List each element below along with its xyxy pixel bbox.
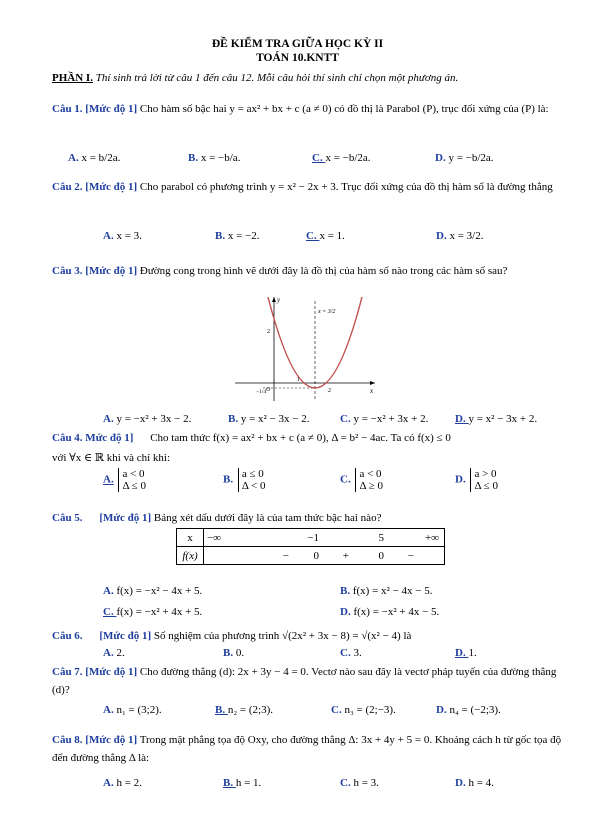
q1-option-c[interactable] [312,152,371,164]
tick-y-2: 2 [267,329,270,335]
q6-text: Số nghiệm của phương trình √(2x² + 3x − 8) = √(x² − 4) là [153,630,412,642]
option-letter: D. [436,230,450,242]
q1-option-a[interactable] [68,152,120,164]
q4-option-b-system [238,468,266,492]
q4-option-c-line2: Δ ≥ 0 [359,480,383,492]
q8-option-b[interactable] [223,777,261,789]
y-axis-arrow [272,297,276,302]
sign-table [176,528,445,565]
option-letter: C. [312,152,326,164]
q7-option-a[interactable] [103,704,162,716]
q5-option-b[interactable] [340,585,433,597]
x-axis-arrow [370,381,375,385]
exam-title: ĐỀ KIỂM TRA GIỮA HỌC KỲ II [211,38,384,50]
option-letter: A. [103,647,117,659]
q4-option-a-system [118,468,146,492]
option-letter: B. [223,647,236,659]
q7-option-c[interactable] [331,704,396,716]
q5-option-c[interactable] [103,606,202,618]
q2-option-a[interactable] [103,230,142,242]
q3-option-a[interactable] [103,413,191,425]
sign-table-row-x [177,529,445,547]
q3-option-b[interactable] [228,413,310,425]
q1-option-d[interactable] [435,152,494,164]
option-text: 2. [116,647,125,659]
question-8 [52,731,562,767]
y-axis-label: y [277,296,281,304]
option-text: y = −b/2a. [448,152,494,164]
sign-value: 0 [313,549,319,562]
q4-option-d-line2: Δ ≤ 0 [474,480,498,492]
option-text: x = 1. [319,230,345,242]
sign-cell [204,529,445,547]
option-letter: D. [455,413,469,425]
option-letter: D. [436,704,450,716]
q5-label: Câu 5. [52,512,83,524]
sign-value: 5 [378,531,384,544]
sign-table-row-fx [177,547,445,565]
option-text: 0. [235,647,245,659]
option-text: x = 3/2. [449,230,484,242]
option-text: y = x² − 3x + 2. [468,413,538,425]
q4-option-a-line1: a < 0 [122,468,145,480]
q4-option-b-letter: B. [223,473,234,486]
sign-cell: x [177,529,204,547]
option-letter: C. [340,777,354,789]
q8-option-c[interactable] [340,777,379,789]
option-letter: A. [103,413,117,425]
x-axis-label: x [370,387,374,395]
option-text: x = b/2a. [81,152,121,164]
option-letter: C. [306,230,320,242]
tick-x-1: 1 [297,377,300,383]
option-text: f(x) = x² − 4x − 5. [352,585,433,597]
section-label: PHẦN I. [52,72,93,84]
q4-option-d-system [470,468,498,492]
option-text: n₁ = (3;2). [116,704,162,716]
q4-option-d-line1: a > 0 [474,468,497,480]
q4-text-2: với ∀x ∈ ℝ khi và chỉ khi: [52,452,171,464]
sign-value: 0 [378,549,384,562]
q3-label: Câu 3. [Mức độ 1] [52,265,138,277]
q4-option-a-letter: A. [103,473,114,486]
q2-text: Cho parabol có phương trình y = x² − 2x + 3. Trục đối xứng của đồ thị hàm số là đường thẳng [139,181,553,193]
option-letter: A. [103,777,117,789]
option-text: x = −b/a. [200,152,241,164]
option-text: n₃ = (2;−3). [344,704,396,716]
q4-option-b-line1: a ≤ 0 [241,468,264,480]
tick-y-neg-quarter: −1/4 [256,389,267,395]
q3-option-d[interactable] [455,413,537,425]
option-text: f(x) = −x² − 4x + 5. [116,585,203,597]
option-letter: D. [340,606,354,618]
q4-option-c-system [355,468,383,492]
q1-option-b[interactable] [188,152,240,164]
q8-label: Câu 8. [Mức độ 1] [52,734,138,746]
q4-option-a[interactable] [103,468,146,492]
parabola-graph [230,293,380,405]
q6-label: Câu 6. [52,630,83,642]
question-6 [52,630,411,642]
question-4 [52,432,451,444]
option-text: x = 3. [116,230,142,242]
option-letter: C. [331,704,345,716]
exam-subtitle: TOÁN 10.KNTT [256,52,339,64]
q4-option-d-letter: D. [455,473,466,486]
option-text: y = x² − 3x − 2. [240,413,310,425]
q7-option-d[interactable] [436,704,501,716]
q7-text: Cho đường thẳng (d): 2x + 3y − 4 = 0. Vectơ nào sau đây là vectơ pháp tuyến của đường thẳng (d)? [52,666,557,696]
tick-x-2: 2 [328,388,331,394]
q8-option-d[interactable] [455,777,494,789]
q5-text: Bảng xét dấu dưới đây là của tam thức bậc hai nào? [153,512,382,524]
q2-label: Câu 2. [Mức độ 1] [52,181,138,193]
option-text: h = 2. [116,777,142,789]
option-text: f(x) = −x² + 4x − 5. [353,606,440,618]
symmetry-label: x = 3/2 [318,309,336,315]
section-instruction: Thí sinh trả lời từ câu 1 đến câu 12. Mỗi câu hỏi thí sinh chỉ chọn một phương án. [95,72,459,84]
sign-value: + [342,549,349,562]
q2-option-d[interactable] [436,230,483,242]
option-text: 3. [353,647,362,659]
option-letter: D. [455,777,469,789]
q4-option-a-line2: Δ ≤ 0 [122,480,146,492]
option-letter: A. [103,704,117,716]
q6-option-c[interactable] [340,647,362,659]
option-letter: A. [103,230,117,242]
option-letter: B. [228,413,241,425]
sign-value: −∞ [206,531,222,544]
option-text: h = 1. [235,777,262,789]
option-text: y = −x² + 3x + 2. [353,413,429,425]
option-letter: A. [103,585,117,597]
q1-text: Cho hàm số bậc hai y = ax² + bx + c (a ≠ 0) có đồ thị là Parabol (P), trục đối xứng của (P) là: [139,103,549,115]
q3-option-c[interactable] [340,413,428,425]
q3-text: Đường cong trong hình vẽ dưới đây là đồ thị của hàm số nào trong các hàm số sau? [139,265,508,277]
sign-value: − [407,549,414,562]
option-letter: D. [435,152,449,164]
section-heading [52,72,458,84]
q5-label-level: [Mức độ 1] [99,512,152,524]
q1-label: Câu 1. [Mức độ 1] [52,103,138,115]
option-letter: C. [103,606,117,618]
sign-value: −1 [307,531,319,544]
q2-option-b[interactable] [215,230,260,242]
q4-option-c-letter: C. [340,473,351,486]
option-letter: C. [340,647,354,659]
q4-option-b[interactable] [223,468,266,492]
q6-option-b[interactable] [223,647,244,659]
sign-cell: f(x) [177,547,204,565]
q4-text: Cho tam thức f(x) = ax² + bx + c (a ≠ 0), Δ = b² − 4ac. Ta có f(x) ≤ 0 [150,432,451,444]
option-text: n₂ = (2;3). [227,704,274,716]
origin-label: O [266,387,271,393]
q6-label-level: [Mức độ 1] [99,630,152,642]
option-text: h = 4. [468,777,494,789]
question-5 [52,512,381,524]
sign-value: − [282,549,289,562]
option-letter: D. [455,647,469,659]
sign-value: +∞ [424,531,439,544]
option-letter: C. [340,413,354,425]
q4-option-d[interactable] [455,468,498,492]
q4-option-b-line2: Δ < 0 [241,480,266,492]
q4-label: Câu 4. Mức độ 1] [52,432,134,444]
option-letter: B. [215,704,228,716]
option-letter: B. [340,585,353,597]
q5-option-d[interactable] [340,606,439,618]
option-letter: A. [68,152,82,164]
option-text: f(x) = −x² + 4x + 5. [116,606,203,618]
q4-option-c[interactable] [340,468,383,492]
option-letter: B. [223,777,236,789]
sign-cell [204,547,445,565]
option-letter: B. [215,230,228,242]
q8-option-a[interactable] [103,777,142,789]
q2-option-c[interactable] [306,230,345,242]
question-2 [52,178,562,196]
option-text: y = −x² + 3x − 2. [116,413,192,425]
question-1 [52,100,562,118]
q4-option-c-line1: a < 0 [359,468,382,480]
option-text: 1. [468,647,477,659]
q5-option-a[interactable] [103,585,202,597]
q6-option-d[interactable] [455,647,477,659]
option-text: h = 3. [353,777,379,789]
option-text: n₄ = (−2;3). [449,704,501,716]
option-letter: B. [188,152,201,164]
option-text: x = −b/2a. [325,152,371,164]
option-text: x = −2. [227,230,260,242]
question-3 [52,262,562,280]
q7-label: Câu 7. [Mức độ 1] [52,666,138,678]
question-7 [52,663,562,699]
q6-option-a[interactable] [103,647,125,659]
q8-text: Trong mặt phẳng tọa độ Oxy, cho đường thẳng Δ: 3x + 4y + 5 = 0. Khoảng cách h từ gốc tọa độ đến đường thẳng Δ là: [52,734,562,764]
q7-option-b[interactable] [215,704,273,716]
